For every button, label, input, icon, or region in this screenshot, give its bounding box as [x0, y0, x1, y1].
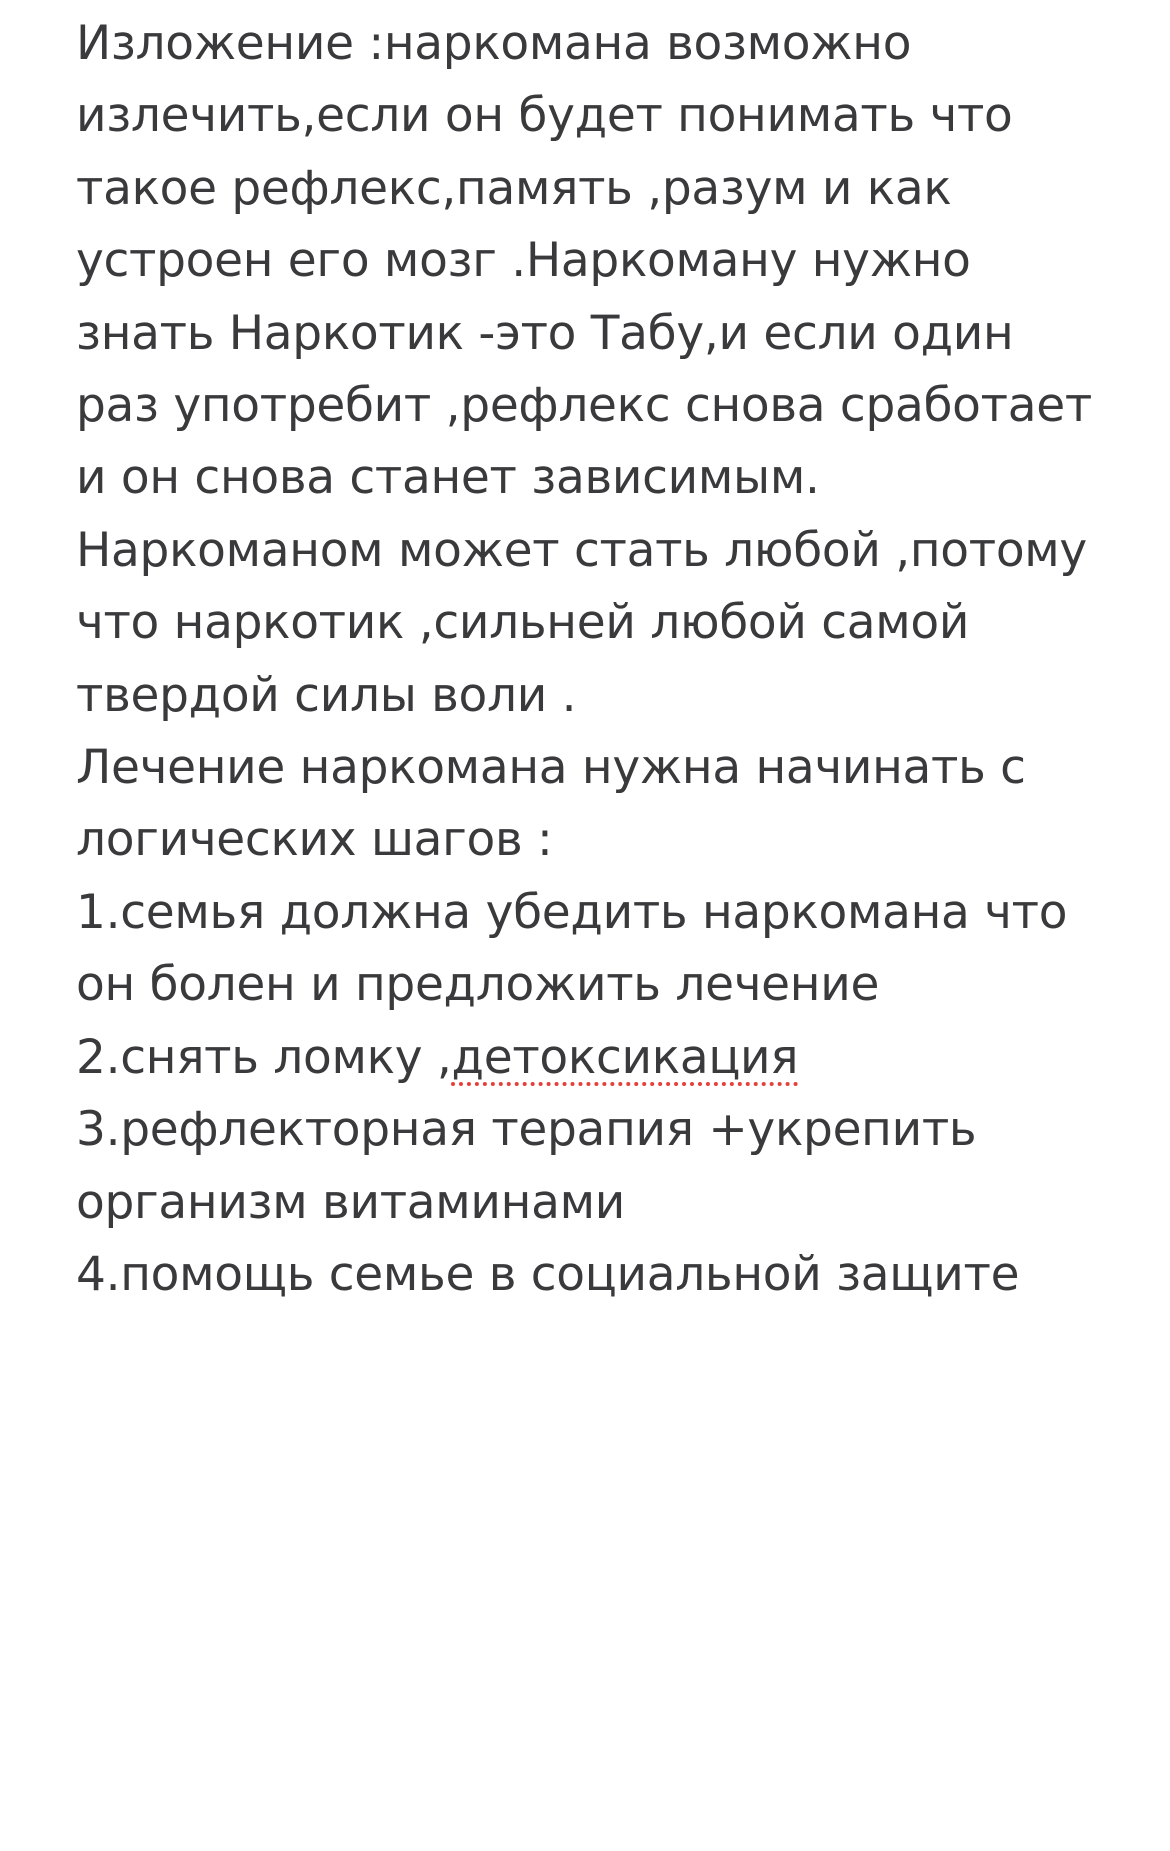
note-line[interactable]: 3.рефлекторная терапия +укрепить	[76, 1102, 977, 1158]
note-line[interactable]: 4.помощь семье в социальной защите	[76, 1246, 1020, 1302]
note-line[interactable]: устроен его мозг .Наркоману нужно	[76, 233, 971, 289]
note-text-body[interactable]	[76, 8, 1136, 1311]
note-line[interactable]: 1.семья должна убедить наркомана что	[76, 884, 1068, 940]
misspelled-word[interactable]: детоксикация	[451, 1029, 799, 1085]
note-line[interactable]: Наркоманом может стать любой ,потому	[76, 522, 1087, 578]
note-line[interactable]: он болен и предложить лечение	[76, 957, 880, 1013]
note-line[interactable]: знать Наркотик -это Табу,и если один	[76, 305, 1014, 361]
note-line[interactable]: раз употребит ,рефлекс снова сработает	[76, 378, 1092, 434]
note-line[interactable]: и он снова станет зависимым.	[76, 450, 820, 506]
note-line[interactable]: логических шагов :	[76, 812, 553, 868]
note-line[interactable]: Изложение :наркомана возможно	[76, 16, 912, 71]
note-line[interactable]: твердой силы воли .	[76, 667, 577, 723]
note-line-text[interactable]: 2.снять ломку ,	[76, 1029, 452, 1085]
note-line[interactable]: излечить,если он будет понимать что	[76, 88, 1013, 144]
note-line[interactable]: такое рефлекс,память ,разум и как	[76, 160, 952, 216]
note-line[interactable]: что наркотик ,сильней любой самой	[76, 595, 970, 651]
note-line[interactable]: Лечение наркомана нужна начинать с	[76, 740, 1026, 796]
note-line[interactable]: организм витаминами	[76, 1174, 626, 1230]
note-line[interactable]	[76, 1022, 1136, 1094]
